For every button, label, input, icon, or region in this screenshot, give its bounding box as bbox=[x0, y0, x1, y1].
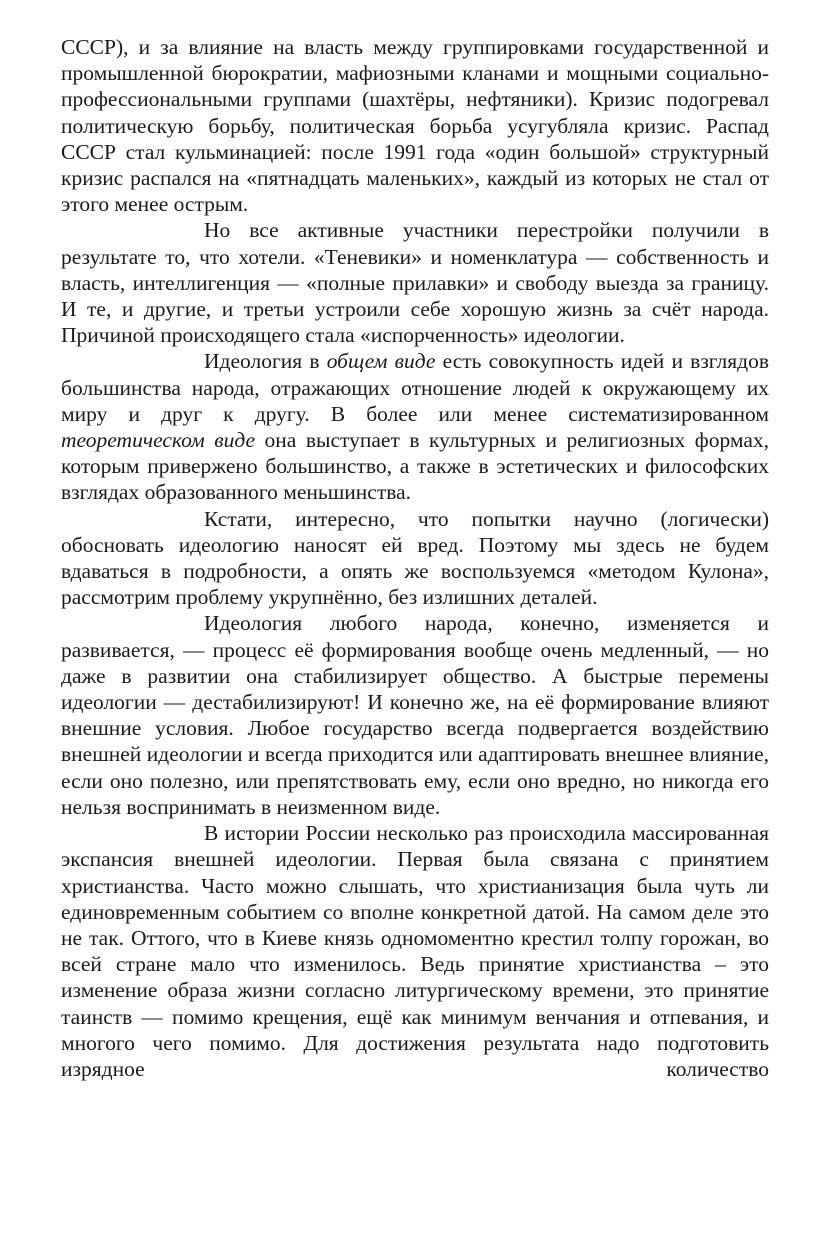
paragraph-6-text: В истории России несколько раз происходила массированная экспансия внешней идеологии. Первая была связана с принятием христианства. Часто можно слышать, что христианизация была чуть ли единовременным событием со вполне конкретной датой. На самом деле это не так. Оттого, что в Киеве князь одномоментно крестил толпу горожан, во всей стране мало что изменилось. Ведь принятие христианства – это изменение образа жизни согласно литургическому времени, это принятие таинств — помимо крещения, ещё как минимум венчания и отпевания, и многого чего помимо. Для достижения результата надо подготовить изрядное количество bbox=[61, 821, 769, 1081]
paragraph-4 bbox=[61, 506, 769, 611]
paragraph-3-italic-a: общем виде bbox=[326, 349, 436, 374]
paragraph-6 bbox=[61, 820, 769, 1082]
paragraph-5-text: Идеология любого народа, конечно, изменяется и развивается, — процесс её формирования вообще очень медленный, — но даже в развитии она стабилизирует общество. А быстрые перемены идеологии — дестабилизируют! И конечно же, на её формирование влияют внешние условия. Любое государство всегда подвергается воздействию внешней идеологии и всегда приходится или адаптировать внешнее влияние, если оно полезно, или препятствовать ему, если оно вредно, но никогда его нельзя воспринимать в неизменном виде. bbox=[61, 611, 769, 819]
paragraph-3 bbox=[61, 348, 769, 505]
paragraph-1-text: СССР), и за влияние на власть между группировками государственной и промышленной бюрократии, мафиозными кланами и мощными социально-профессиональными группами (шахтёры, нефтяники). Кризис подогревал политическую борьбу, политическая борьба усугубляла кризис. Распад СССР стал кульминацией: после 1991 года «один большой» структурный кризис распался на «пятнадцать маленьких», каждый из которых не стал от этого менее острым. bbox=[61, 35, 769, 217]
paragraph-2 bbox=[61, 217, 769, 348]
paragraph-3-text-c: она выступает в культурных и религиозных формах, которым привержено большинство, а также в эстетических и философских взглядах образованного меньшинства. bbox=[61, 428, 769, 505]
paragraph-4-text: Кстати, интересно, что попытки научно (логически) обосновать идеологию наносят ей вред. Поэтому мы здесь не будем вдаваться в подробности, а опять же воспользуемся «методом Кулона», рассмотрим проблему укрупнённо, без излишних деталей. bbox=[61, 506, 769, 610]
paragraph-2-text: Но все активные участники перестройки получили в результате то, что хотели. «Теневики» и номенклатура — собственность и власть, интеллигенция — «полные прилавки» и свободу выезда за границу. И те, и другие, и третьи устроили себе хорошую жизнь за счёт народа. Причиной происходящего стала «испорченность» идеологии. bbox=[61, 218, 769, 348]
paragraph-5 bbox=[61, 610, 769, 820]
paragraph-3-italic-b: теоретическом виде bbox=[61, 428, 256, 453]
paragraph-3-text-b: есть совокупность идей и взглядов большинства народа, отражающих отношение людей к окружающему их миру и друг к другу. В более или менее систематизированном bbox=[61, 349, 769, 426]
document-page bbox=[61, 34, 769, 1082]
paragraph-3-text-a: Идеология в bbox=[204, 349, 327, 374]
paragraph-1 bbox=[61, 34, 769, 217]
